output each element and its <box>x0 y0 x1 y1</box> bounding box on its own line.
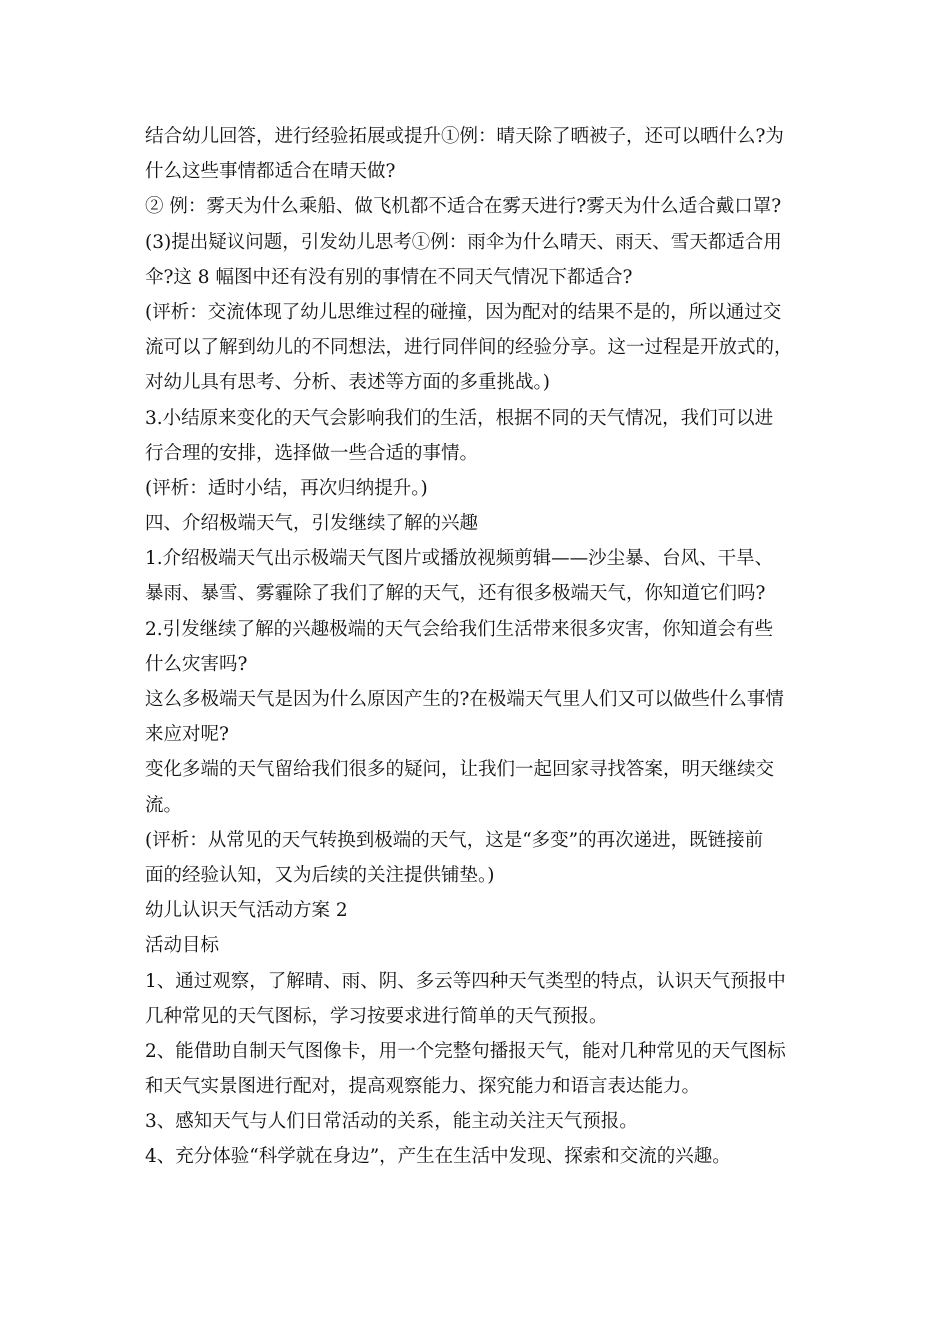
commentary-line: 面的经验认知，又为后续的关注提供铺垫。) <box>145 864 495 886</box>
text-line: 变化多端的天气留给我们很多的疑问，让我们一起回家寻找答案，明天继续交 <box>145 759 775 781</box>
document-body <box>145 119 825 1175</box>
goal-line: 1、通过观察，了解晴、雨、阴、多云等四种天气类型的特点，认识天气预报中 <box>145 970 786 992</box>
goal-line: 4、充分体验“科学就在身边”，产生在生活中发现、探索和交流的兴趣。 <box>145 1146 731 1168</box>
goal-line: 3、感知天气与人们日常活动的关系，能主动关注天气预报。 <box>145 1111 638 1133</box>
text-line: 来应对呢? <box>145 724 229 746</box>
section-heading: 四、介绍极端天气，引发继续了解的兴趣 <box>145 513 479 535</box>
commentary-line: (评析：交流体现了幼儿思维过程的碰撞，因为配对的结果不是的，所以通过交 <box>145 301 782 323</box>
section-heading: 活动目标 <box>145 935 220 957</box>
goal-line: 几种常见的天气图标，学习按要求进行简单的天气预报。 <box>145 1005 608 1027</box>
text-line: 什么这些事情都适合在晴天做? <box>145 161 396 183</box>
text-line: (3)提出疑议问题，引发幼儿思考①例：雨伞为什么晴天、雨天、雪天都适合用 <box>145 231 782 253</box>
text-line: 伞?这 8 幅图中还有没有别的事情在不同天气情况下都适合? <box>145 266 633 288</box>
text-line: 暴雨、暴雪、雾霾除了我们了解的天气，还有很多极端天气，你知道它们吗? <box>145 583 766 605</box>
section-heading: 幼儿认识天气活动方案 2 <box>145 900 348 922</box>
text-line: 3.小结原来变化的天气会影响我们的生活，根据不同的天气情况，我们可以进 <box>145 407 774 429</box>
text-line: 行合理的安排，选择做一些合适的事情。 <box>145 442 479 464</box>
text-line: 结合幼儿回答，进行经验拓展或提升①例：晴天除了晒被子，还可以晒什么?为 <box>145 126 784 147</box>
commentary-line: (评析：从常见的天气转换到极端的天气，这是“多变”的再次递进，既链接前 <box>145 829 764 851</box>
commentary-line: (评析：适时小结，再次归纳提升。) <box>145 477 428 499</box>
text-line: ② 例：雾天为什么乘船、做飞机都不适合在雾天进行?雾天为什么适合戴口罩? <box>145 196 782 218</box>
text-line: 1.介绍极端天气出示极端天气图片或播放视频剪辑——沙尘暴、台风、干旱、 <box>145 548 774 570</box>
text-line: 这么多极端天气是因为什么原因产生的?在极端天气里人们又可以做些什么事情 <box>145 689 784 710</box>
commentary-line: 对幼儿具有思考、分析、表述等方面的多重挑战。) <box>145 372 550 394</box>
text-line: 什么灾害吗? <box>145 653 248 675</box>
commentary-line: 流可以了解到幼儿的不同想法，进行同伴间的经验分享。这一过程是开放式的， <box>145 337 793 359</box>
goal-line: 2、能借助自制天气图像卡，用一个完整句播报天气，能对几种常见的天气图标 <box>145 1040 786 1062</box>
text-line: 流。 <box>145 794 183 816</box>
text-line: 2.引发继续了解的兴趣极端的天气会给我们生活带来很多灾害，你知道会有些 <box>145 618 774 640</box>
goal-line: 和天气实景图进行配对，提高观察能力、探究能力和语言表达能力。 <box>145 1076 701 1098</box>
